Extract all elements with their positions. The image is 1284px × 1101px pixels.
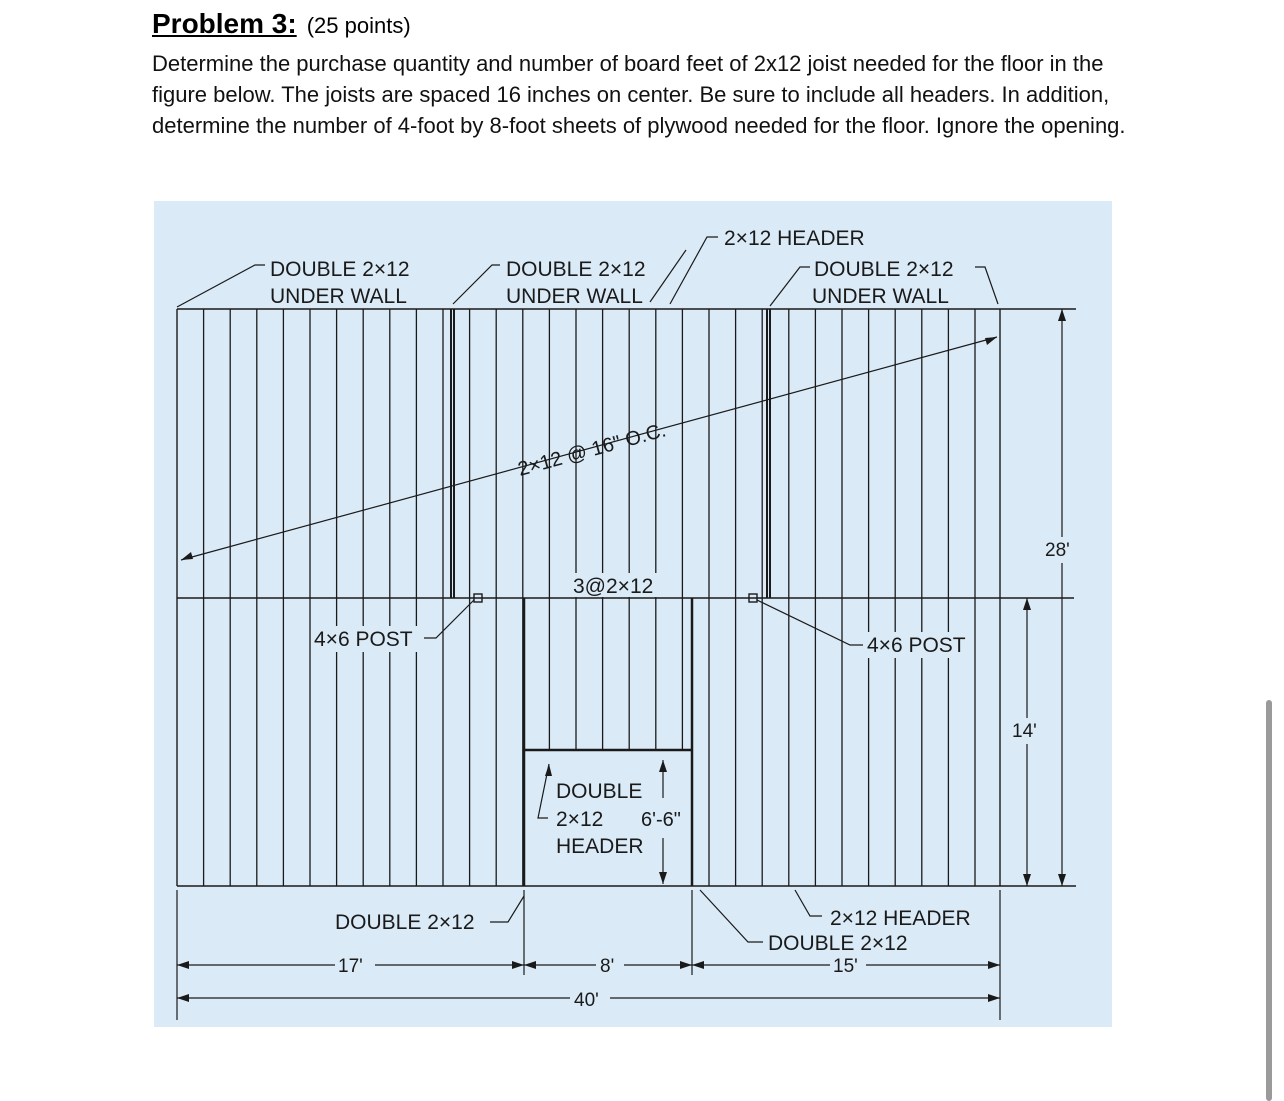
label-double-under-wall-1b: UNDER WALL (270, 285, 407, 308)
dim-14-label: 14' (1012, 721, 1037, 742)
label-post-right: 4×6 POST (867, 634, 966, 657)
label-girder: 3@2×12 (573, 575, 654, 598)
dim-8-label: 8' (600, 956, 615, 977)
label-double-under-wall-3a: DOUBLE 2×12 (814, 258, 954, 281)
label-opening-depth: 6'-6" (641, 809, 681, 831)
label-post-left: 4×6 POST (314, 628, 413, 651)
label-joist-spacing: 2×12 @ 16" O.C. (515, 419, 669, 481)
figure-background (154, 201, 1112, 1027)
dim-40-label: 40' (574, 990, 599, 1011)
dim-28-label: 28' (1045, 540, 1070, 561)
label-double-header-3: HEADER (556, 835, 644, 858)
label-double-under-wall-2a: DOUBLE 2×12 (506, 258, 646, 281)
label-double-header-1: DOUBLE (556, 780, 643, 803)
label-double-bottom-left: DOUBLE 2×12 (335, 911, 475, 934)
label-header-bottom-right: 2×12 HEADER (830, 907, 971, 930)
label-double-under-wall-1a: DOUBLE 2×12 (270, 258, 410, 281)
label-double-bottom-right: DOUBLE 2×12 (768, 932, 908, 955)
label-double-under-wall-2b: UNDER WALL (506, 285, 643, 308)
vertical-scrollbar[interactable] (1266, 700, 1272, 1101)
dim-15-label: 15' (833, 956, 858, 977)
problem-points: (25 points) (306, 13, 411, 38)
dim-17-label: 17' (338, 956, 363, 977)
problem-text: Determine the purchase quantity and number of board feet of 2x12 joist needed for the floor in the figure below. The joists are spaced 16 inches on center. Be sure to include all headers. In addition, determine the number of 4-foot by 8-foot sheets of plywood needed for the floor. Ignore the opening. (152, 51, 1126, 138)
label-double-header-2: 2×12 (556, 808, 604, 831)
label-double-under-wall-3b: UNDER WALL (812, 285, 949, 308)
problem-title: Problem 3: (152, 8, 297, 39)
label-header-top: 2×12 HEADER (724, 227, 865, 250)
